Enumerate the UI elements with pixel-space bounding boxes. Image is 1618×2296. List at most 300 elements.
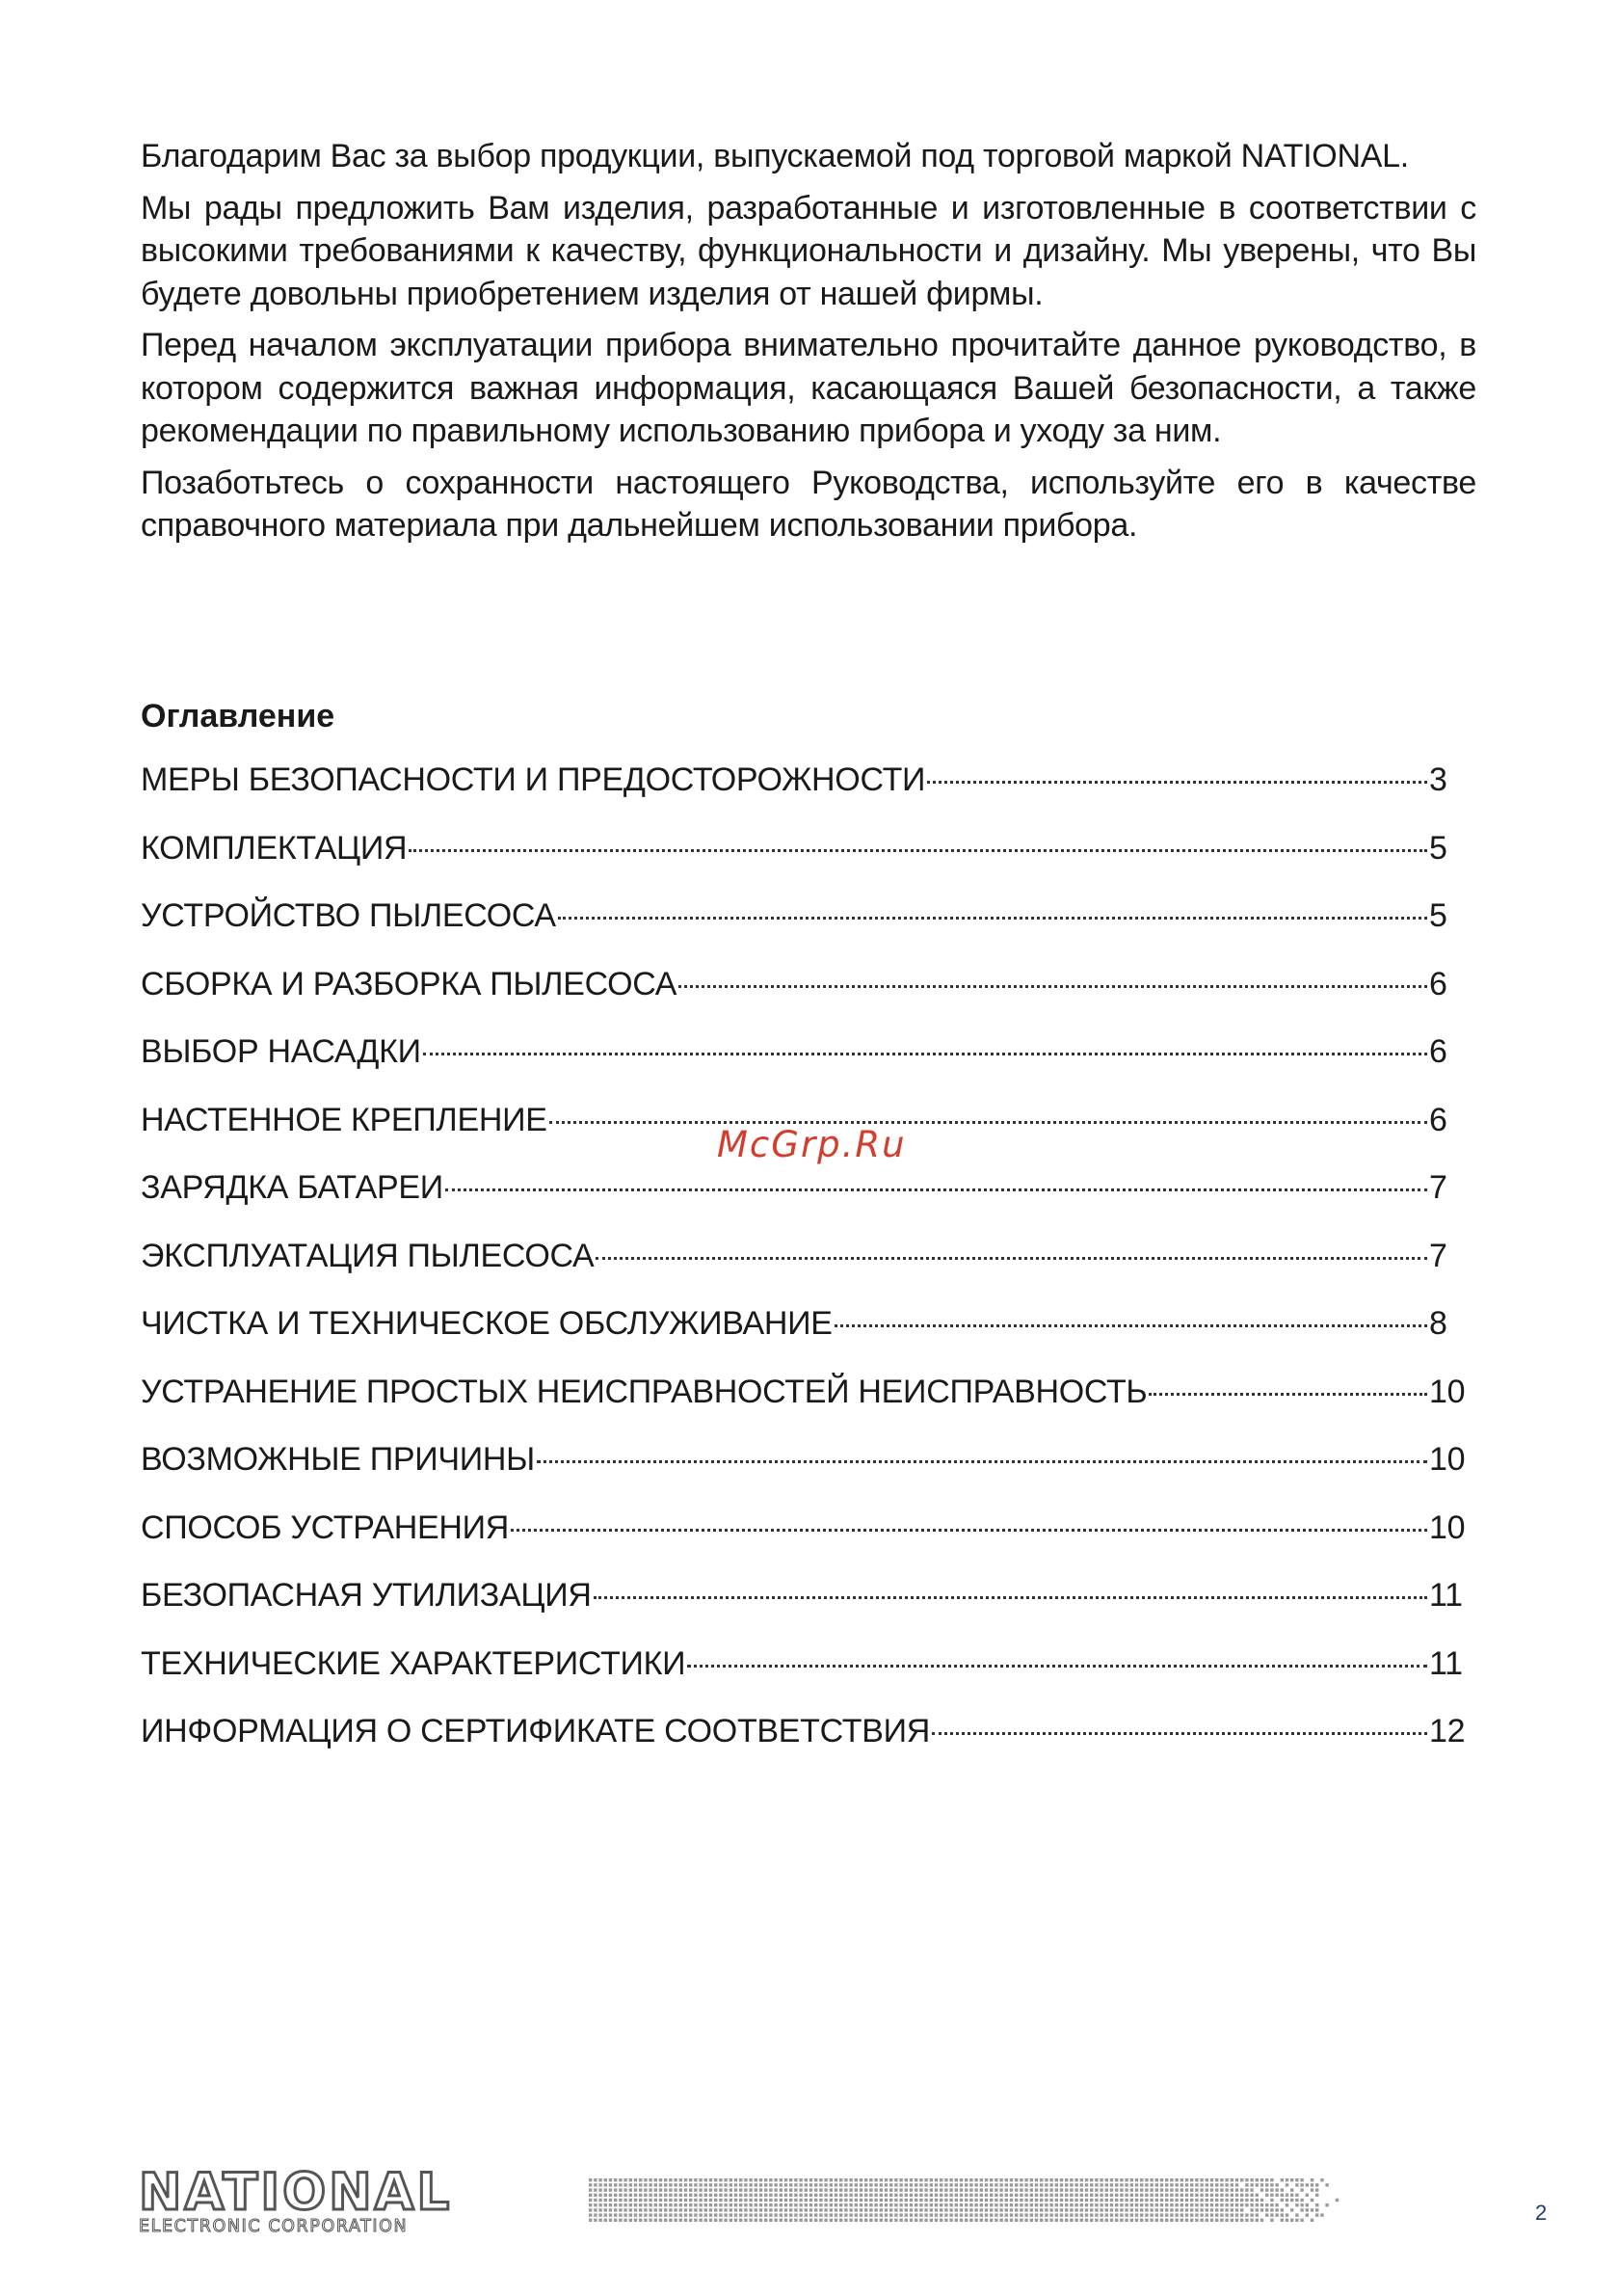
- band-dot: [1140, 2203, 1143, 2206]
- band-dot: [1074, 2178, 1077, 2181]
- band-dot: [759, 2208, 762, 2211]
- band-dot: [724, 2208, 727, 2211]
- band-dot: [924, 2188, 927, 2191]
- toc-item[interactable]: [141, 1577, 1466, 1645]
- band-dot: [869, 2178, 872, 2181]
- band-dot: [1020, 2219, 1022, 2222]
- band-dot: [1190, 2178, 1193, 2181]
- toc-item[interactable]: [141, 830, 1466, 898]
- band-dot: [1295, 2194, 1298, 2197]
- band-dot: [1175, 2219, 1178, 2222]
- toc-item[interactable]: [141, 1374, 1466, 1442]
- band-dot: [598, 2219, 601, 2222]
- band-dot: [905, 2203, 908, 2206]
- band-dot: [805, 2183, 808, 2186]
- band-dot: [1120, 2213, 1123, 2216]
- toc-leader-dots: [594, 1596, 1427, 1599]
- band-dot: [935, 2194, 938, 2197]
- toc-leader-dots: [835, 1324, 1427, 1327]
- band-dot: [1135, 2188, 1138, 2191]
- band-dot: [1220, 2194, 1223, 2197]
- band-dot: [1110, 2213, 1113, 2216]
- band-dot: [935, 2213, 938, 2216]
- band-dot: [949, 2183, 952, 2186]
- band-dot: [814, 2199, 817, 2202]
- band-dot: [639, 2183, 642, 2186]
- band-dot: [1085, 2188, 1088, 2191]
- band-dot: [1015, 2194, 1018, 2197]
- band-dot: [985, 2208, 988, 2211]
- band-dot: [1105, 2178, 1108, 2181]
- band-dot: [619, 2183, 622, 2186]
- band-dot: [1065, 2199, 1068, 2202]
- band-dot: [1175, 2183, 1178, 2186]
- band-dot: [999, 2194, 1002, 2197]
- band-dot: [1286, 2194, 1288, 2197]
- band-dot: [1120, 2178, 1123, 2181]
- band-dot: [619, 2208, 622, 2211]
- band-dot: [749, 2199, 752, 2202]
- band-dot: [644, 2178, 647, 2181]
- band-dot: [1240, 2208, 1243, 2211]
- band-dot: [944, 2188, 947, 2191]
- band-dot: [755, 2183, 757, 2186]
- band-dot: [844, 2183, 847, 2186]
- band-dot: [1240, 2203, 1243, 2206]
- band-dot: [755, 2213, 757, 2216]
- band-dot: [669, 2219, 672, 2222]
- band-dot: [1049, 2219, 1052, 2222]
- band-dot: [1135, 2199, 1138, 2202]
- band-dot: [1281, 2213, 1284, 2216]
- band-dot: [604, 2178, 607, 2181]
- toc-item-title: УСТРОЙСТВО ПЫЛЕСОСА: [141, 897, 556, 934]
- band-dot: [1040, 2213, 1043, 2216]
- band-dot: [1055, 2203, 1058, 2206]
- band-dot: [709, 2199, 712, 2202]
- band-dot: [739, 2199, 742, 2202]
- band-dot: [1100, 2178, 1102, 2181]
- band-dot: [995, 2213, 997, 2216]
- band-dot: [598, 2199, 601, 2202]
- band-dot: [805, 2213, 808, 2216]
- band-dot: [805, 2178, 808, 2181]
- band-dot: [1180, 2213, 1183, 2216]
- band-dot: [919, 2194, 922, 2197]
- band-dot: [609, 2178, 612, 2181]
- toc-item-page: 12: [1429, 1713, 1466, 1749]
- band-dot: [1100, 2194, 1102, 2197]
- band-dot: [749, 2183, 752, 2186]
- band-dot: [819, 2199, 822, 2202]
- band-dot: [639, 2219, 642, 2222]
- toc-item[interactable]: [141, 1441, 1466, 1509]
- band-dot: [889, 2199, 892, 2202]
- band-dot: [1010, 2178, 1013, 2181]
- band-dot: [1074, 2199, 1077, 2202]
- band-dot: [1235, 2213, 1238, 2216]
- toc-item[interactable]: [141, 761, 1466, 830]
- band-dot: [789, 2194, 792, 2197]
- band-dot: [1286, 2199, 1288, 2202]
- band-dot: [960, 2194, 963, 2197]
- band-dot: [830, 2178, 833, 2181]
- band-dot: [1215, 2213, 1218, 2216]
- band-dot: [1210, 2213, 1213, 2216]
- band-dot: [1045, 2213, 1048, 2216]
- logo-name: NATIONAL: [139, 2163, 453, 2222]
- band-dot: [774, 2219, 777, 2222]
- band-dot: [664, 2194, 667, 2197]
- band-dot: [1311, 2208, 1313, 2211]
- band-dot: [985, 2194, 988, 2197]
- band-dot: [1190, 2183, 1193, 2186]
- toc-item[interactable]: [141, 1238, 1466, 1306]
- band-dot: [1115, 2199, 1118, 2202]
- band-dot: [1155, 2203, 1158, 2206]
- band-dot: [949, 2178, 952, 2181]
- band-dot: [1005, 2188, 1008, 2191]
- band-dot: [985, 2183, 988, 2186]
- band-dot: [864, 2188, 867, 2191]
- band-dot: [1055, 2188, 1058, 2191]
- band-dot: [699, 2178, 702, 2181]
- band-dot: [1035, 2178, 1038, 2181]
- band-dot: [674, 2208, 676, 2211]
- band-dot: [654, 2213, 657, 2216]
- band-dot: [1306, 2208, 1309, 2211]
- band-dot: [669, 2188, 672, 2191]
- band-dot: [689, 2178, 692, 2181]
- band-dot: [1085, 2219, 1088, 2222]
- band-dot: [990, 2219, 993, 2222]
- band-dot: [1265, 2203, 1268, 2206]
- band-dot: [1220, 2199, 1223, 2202]
- band-dot: [1281, 2188, 1284, 2191]
- band-dot: [704, 2219, 707, 2222]
- band-dot: [609, 2208, 612, 2211]
- band-dot: [784, 2213, 787, 2216]
- toc-item-title: СПОСОБ УСТРАНЕНИЯ: [141, 1508, 509, 1546]
- band-dot: [944, 2203, 947, 2206]
- band-dot: [894, 2208, 897, 2211]
- band-dot: [1295, 2183, 1298, 2186]
- band-dot: [1295, 2213, 1298, 2216]
- band-dot: [694, 2203, 697, 2206]
- band-dot: [664, 2213, 667, 2216]
- band-dot: [644, 2188, 647, 2191]
- band-dot: [894, 2203, 897, 2206]
- band-dot: [649, 2194, 651, 2197]
- band-dot: [1225, 2208, 1228, 2211]
- band-dot: [1225, 2183, 1228, 2186]
- band-dot: [1210, 2208, 1213, 2211]
- toc-item[interactable]: [141, 1033, 1466, 1102]
- band-dot: [654, 2219, 657, 2222]
- band-dot: [1175, 2188, 1178, 2191]
- band-dot: [855, 2203, 858, 2206]
- band-dot: [1065, 2219, 1068, 2222]
- band-dot: [689, 2208, 692, 2211]
- toc-item[interactable]: [141, 966, 1466, 1034]
- band-dot: [1125, 2188, 1127, 2191]
- band-dot: [1231, 2213, 1233, 2216]
- band-dot: [1206, 2213, 1208, 2216]
- band-dot: [1090, 2183, 1093, 2186]
- band-dot: [1265, 2178, 1268, 2181]
- band-dot: [1110, 2194, 1113, 2197]
- band-dot: [1275, 2183, 1278, 2186]
- band-dot: [874, 2213, 877, 2216]
- band-dot: [1130, 2203, 1133, 2206]
- band-dot: [830, 2208, 833, 2211]
- band-dot: [755, 2194, 757, 2197]
- band-dot: [1045, 2199, 1048, 2202]
- toc-item[interactable]: [141, 1169, 1466, 1238]
- band-dot: [910, 2199, 913, 2202]
- band-dot: [1195, 2203, 1198, 2206]
- band-dot: [1140, 2183, 1143, 2186]
- band-dot: [1135, 2178, 1138, 2181]
- band-dot: [924, 2194, 927, 2197]
- band-dot: [1260, 2208, 1263, 2211]
- band-dot: [614, 2199, 617, 2202]
- band-dot: [944, 2219, 947, 2222]
- band-dot: [1085, 2213, 1088, 2216]
- band-dot: [1115, 2178, 1118, 2181]
- band-dot: [614, 2219, 617, 2222]
- toc-item-title: ЗАРЯДКА БАТАРЕИ: [141, 1169, 443, 1206]
- band-dot: [1135, 2219, 1138, 2222]
- band-dot: [699, 2199, 702, 2202]
- band-dot: [1265, 2194, 1268, 2197]
- band-dot: [1231, 2203, 1233, 2206]
- toc-item[interactable]: [141, 1713, 1466, 1781]
- band-dot: [1035, 2208, 1038, 2211]
- band-dot: [1206, 2208, 1208, 2211]
- band-dot: [874, 2199, 877, 2202]
- band-dot: [1245, 2199, 1248, 2202]
- band-dot: [1245, 2203, 1248, 2206]
- band-dot: [714, 2199, 717, 2202]
- band-dot: [1110, 2219, 1113, 2222]
- band-dot: [644, 2194, 647, 2197]
- band-dot: [719, 2203, 722, 2206]
- band-dot: [1260, 2183, 1263, 2186]
- band-dot: [1235, 2194, 1238, 2197]
- band-dot: [724, 2199, 727, 2202]
- band-dot: [1115, 2203, 1118, 2206]
- band-dot: [1125, 2178, 1127, 2181]
- band-dot: [880, 2203, 883, 2206]
- band-dot: [1220, 2203, 1223, 2206]
- band-dot: [899, 2213, 902, 2216]
- band-dot: [1100, 2199, 1102, 2202]
- band-dot: [734, 2199, 737, 2202]
- band-dot: [749, 2188, 752, 2191]
- band-dot: [1295, 2203, 1298, 2206]
- band-dot: [835, 2183, 837, 2186]
- band-dot: [764, 2194, 767, 2197]
- band-dot: [755, 2208, 757, 2211]
- band-dot: [830, 2194, 833, 2197]
- band-dot: [1024, 2178, 1027, 2181]
- band-dot: [1160, 2213, 1163, 2216]
- band-dot: [614, 2208, 617, 2211]
- band-dot: [659, 2219, 662, 2222]
- band-dot: [844, 2203, 847, 2206]
- band-dot: [594, 2194, 597, 2197]
- band-dot: [684, 2194, 687, 2197]
- band-dot: [1180, 2219, 1183, 2222]
- band-dot: [910, 2178, 913, 2181]
- band-dot: [1220, 2219, 1223, 2222]
- band-dot: [664, 2208, 667, 2211]
- band-dot: [944, 2213, 947, 2216]
- band-dot: [864, 2219, 867, 2222]
- band-dot: [1045, 2194, 1048, 2197]
- band-dot: [719, 2219, 722, 2222]
- band-dot: [1175, 2213, 1178, 2216]
- band-dot: [824, 2213, 827, 2216]
- band-dot: [1105, 2213, 1108, 2216]
- band-dot: [1040, 2199, 1043, 2202]
- band-dot: [855, 2188, 858, 2191]
- band-dot: [940, 2178, 942, 2181]
- band-dot: [1100, 2203, 1102, 2206]
- toc-item[interactable]: [141, 1509, 1466, 1578]
- band-dot: [634, 2188, 637, 2191]
- band-dot: [999, 2203, 1002, 2206]
- band-dot: [1130, 2219, 1133, 2222]
- band-dot: [1231, 2194, 1233, 2197]
- band-dot: [999, 2219, 1002, 2222]
- band-dot: [889, 2194, 892, 2197]
- toc-item[interactable]: [141, 897, 1466, 966]
- band-dot: [709, 2183, 712, 2186]
- band-dot: [1210, 2188, 1213, 2191]
- band-dot: [809, 2194, 812, 2197]
- intro-paragraph: Благодарим Вас за выбор продукции, выпускаемой под торговой маркой NATIONAL.: [141, 138, 1409, 174]
- band-dot: [969, 2188, 972, 2191]
- band-dot: [1145, 2183, 1148, 2186]
- band-dot: [699, 2208, 702, 2211]
- band-dot: [1311, 2219, 1313, 2222]
- band-dot: [1015, 2188, 1018, 2191]
- band-dot: [849, 2194, 852, 2197]
- band-dot: [1080, 2194, 1083, 2197]
- toc-heading: Оглавление: [141, 698, 335, 734]
- band-dot: [1160, 2219, 1163, 2222]
- band-dot: [1010, 2183, 1013, 2186]
- band-dot: [965, 2208, 968, 2211]
- band-dot: [869, 2183, 872, 2186]
- band-dot: [604, 2203, 607, 2206]
- toc-item-page: 10: [1429, 1373, 1466, 1410]
- band-dot: [864, 2194, 867, 2197]
- band-dot: [1275, 2213, 1278, 2216]
- band-dot: [654, 2199, 657, 2202]
- band-dot: [739, 2213, 742, 2216]
- band-dot: [1170, 2183, 1173, 2186]
- band-dot: [759, 2203, 762, 2206]
- band-dot: [949, 2199, 952, 2202]
- band-dot: [714, 2208, 717, 2211]
- band-dot: [919, 2208, 922, 2211]
- band-dot: [1165, 2183, 1168, 2186]
- band-dot: [604, 2188, 607, 2191]
- band-dot: [1115, 2183, 1118, 2186]
- band-dot: [974, 2203, 977, 2206]
- band-dot: [930, 2199, 933, 2202]
- band-dot: [999, 2199, 1002, 2202]
- band-dot: [1085, 2183, 1088, 2186]
- band-dot: [1200, 2219, 1203, 2222]
- band-dot: [910, 2183, 913, 2186]
- band-dot: [749, 2203, 752, 2206]
- band-dot: [749, 2208, 752, 2211]
- band-dot: [1315, 2194, 1318, 2197]
- band-dot: [805, 2208, 808, 2211]
- band-dot: [684, 2199, 687, 2202]
- band-dot: [1035, 2213, 1038, 2216]
- band-dot: [1090, 2213, 1093, 2216]
- band-dot: [839, 2213, 842, 2216]
- band-dot: [1206, 2188, 1208, 2191]
- band-dot: [980, 2208, 983, 2211]
- band-dot: [694, 2213, 697, 2216]
- band-dot: [694, 2188, 697, 2191]
- band-dot: [819, 2183, 822, 2186]
- band-dot: [1175, 2194, 1178, 2197]
- band-dot: [1256, 2219, 1259, 2222]
- band-dot: [623, 2194, 626, 2197]
- toc-leader-dots: [558, 917, 1427, 920]
- band-dot: [659, 2203, 662, 2206]
- band-dot: [739, 2208, 742, 2211]
- band-dot: [844, 2178, 847, 2181]
- band-dot: [1165, 2178, 1168, 2181]
- band-dot: [1145, 2188, 1148, 2191]
- band-dot: [1286, 2203, 1288, 2206]
- band-dot: [835, 2203, 837, 2206]
- band-dot: [1030, 2178, 1033, 2181]
- band-dot: [1281, 2178, 1284, 2181]
- band-dot: [689, 2219, 692, 2222]
- band-dot: [1070, 2199, 1073, 2202]
- band-dot: [634, 2178, 637, 2181]
- toc-item[interactable]: [141, 1645, 1466, 1714]
- toc-item[interactable]: [141, 1305, 1466, 1374]
- band-dot: [654, 2178, 657, 2181]
- band-dot: [639, 2213, 642, 2216]
- band-dot: [699, 2203, 702, 2206]
- band-dot: [1130, 2213, 1133, 2216]
- band-dot: [709, 2188, 712, 2191]
- band-dot: [955, 2183, 958, 2186]
- band-dot: [1125, 2194, 1127, 2197]
- band-dot: [789, 2178, 792, 2181]
- band-dot: [910, 2219, 913, 2222]
- band-dot: [598, 2213, 601, 2216]
- band-dot: [965, 2178, 968, 2181]
- band-dot: [915, 2178, 917, 2181]
- band-dot: [1105, 2194, 1108, 2197]
- band-dot: [649, 2203, 651, 2206]
- band-dot: [1130, 2188, 1133, 2191]
- band-dot: [1100, 2208, 1102, 2211]
- toc-item-title: БЕЗОПАСНАЯ УТИЛИЗАЦИЯ: [141, 1577, 592, 1614]
